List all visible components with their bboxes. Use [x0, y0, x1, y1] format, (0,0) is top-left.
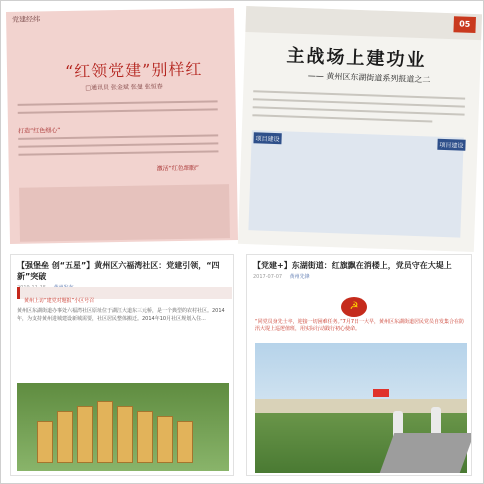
magazine-text-line: [18, 142, 218, 147]
article-screenshot-left: [10, 254, 234, 476]
newspaper-tag-left: 项目建设: [253, 132, 281, 144]
newspaper-page-badge: 05: [453, 16, 476, 33]
article-quote-right: “同党员身先士卒，迎接一切困难任务。”7月7日一大早，黄州区东湖街道居民党员自发集合在防汛大堤上巡逻值班，用实际行动践行初心使命。: [255, 319, 465, 332]
community-aerial-image: [17, 383, 229, 471]
building-shape: [57, 411, 73, 463]
article-meta-right: [247, 273, 471, 280]
building-shape: [137, 411, 153, 463]
magazine-text-line: [18, 150, 218, 155]
newspaper-text-line: [253, 90, 465, 99]
magazine-subheading-1: 打造“红色细心”: [18, 127, 61, 135]
magazine-text-line: [18, 100, 218, 105]
building-shape: [97, 401, 113, 463]
road-surface: [380, 433, 472, 473]
article-banner-left: [17, 287, 232, 304]
newspaper-text-line: [253, 98, 465, 107]
article-banner-text-left: 黄州上访“建党对题报”小区号召: [24, 298, 95, 304]
newspaper-tag-right: 项目建设: [437, 139, 465, 151]
magazine-photo: [6, 8, 238, 244]
newspaper-photo: [238, 6, 482, 252]
article-title-left: 【强堡垒 创“五星”】黄州区六福湾社区：党建引领，“四新”突破: [17, 261, 220, 281]
building-shape: [157, 416, 173, 463]
building-shape: [77, 406, 93, 463]
newspaper-text-line: [253, 106, 465, 115]
article-date-right: 2017-07-07: [253, 274, 283, 280]
building-shape: [177, 421, 193, 463]
hammer-sickle-icon: ☭: [341, 297, 367, 317]
magazine-inner-photo: [19, 184, 230, 242]
building-shape: [37, 421, 53, 463]
newspaper-headline: 主战场上建功业: [286, 45, 427, 72]
newspaper-article-body: [248, 130, 463, 237]
newspaper-subheadline: —— 黄州区东湖街道系列报道之二: [307, 71, 431, 85]
magazine-title: “红领党建”别样红: [64, 59, 203, 81]
magazine-section: 党建经纬: [12, 15, 41, 24]
newspaper-text-line: [252, 114, 432, 122]
article-paragraph-left: 黄州区东湖街道办事处六福湾社区原址位于湖江大道东三元桥，是一个典型的农村社区。2014年，为支持黄州进城建设新城需要，社区居民整体搬迁。2014年10月社区规划入住...: [17, 308, 225, 322]
article-title-right: 【党建+】东湖街道：红旗飘在消楼上，党员守在大堤上: [253, 261, 452, 270]
magazine-subheading-2: 激活“红色细胞”: [156, 164, 200, 173]
article-screenshot-right: [246, 254, 472, 476]
article-source-right[interactable]: 黄州先锋: [289, 274, 310, 280]
magazine-bylines: □通讯员 张金斌 张曼 张恒春: [85, 83, 163, 92]
magazine-text-line: [18, 134, 218, 139]
magazine-text-line: [18, 108, 218, 113]
red-flag: [373, 389, 389, 397]
levee-patrol-image: [255, 343, 467, 473]
building-shape: [117, 406, 133, 463]
